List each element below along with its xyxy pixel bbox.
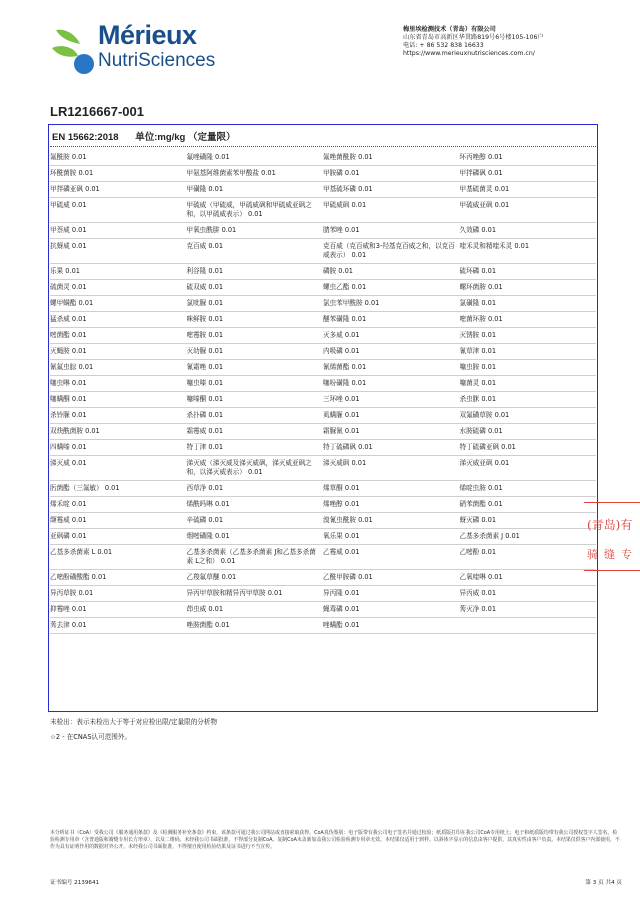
table-row [50,360,596,376]
analyte-cell: 嘧菌环胺 0.01 [459,315,503,323]
analyte-cell: 甲硫威亚砜 0.01 [459,201,510,209]
analyte-cell: 异丙甲草胺和精异丙甲草胺 0.01 [186,589,283,597]
note-not-detected: 未检出：表示未检出大于等于对应检出限/定量限的分析物 [50,718,218,726]
analyte-cell: 甲硫威（甲硫威，甲硫威砜和甲硫威亚砜之和，以甲硫威表示） 0.01 [186,201,312,218]
analyte-cell: 螺环菌胺 0.01 [459,283,503,291]
analyte-cell: 乐果 0.01 [50,267,80,275]
analyte-cell: 乙氧喹啉 0.01 [459,573,503,581]
analyte-cell: 氰烯菌酯 0.01 [323,363,367,371]
analyte-cell: 烯草酮 0.01 [323,484,360,492]
unit-label: 单位:mg/kg （定量限） [135,132,236,143]
table-header [52,129,249,143]
analyte-cell: 螺虫乙酯 0.01 [323,283,367,291]
analyte-cell: 甲拌磷砜 0.01 [459,169,503,177]
analyte-cell: 涕灭威 0.01 [50,459,87,467]
analyte-cell: 乙羧氟草醚 0.01 [186,573,237,581]
analyte-cell: 醚苯磺隆 0.01 [323,315,367,323]
analyte-cell: 乙霉威 0.01 [323,548,360,556]
analyte-cell: 特丁津 0.01 [186,443,224,451]
analyte-cell: 缬霉威 0.01 [50,516,87,524]
analyte-cell: 灭多威 0.01 [323,331,360,339]
analyte-cell: 噻虫嗪 0.01 [186,379,224,387]
analyte-cell: 氟唑磺隆 0.01 [186,153,230,161]
analyte-cell: 溴氰虫酰胺 0.01 [323,516,373,524]
analyte-cell: 霜脲氰 0.01 [323,427,360,435]
table-row [50,198,596,223]
table-row [50,440,596,456]
analyte-cell: 内吸磷 0.01 [323,347,360,355]
analyte-cell: 腈苯唑 0.01 [323,226,360,234]
analyte-cell: 嘧菌酯 0.01 [50,331,87,339]
analyte-cell: 螺甲螨酯 0.01 [50,299,94,307]
certificate-number: 证书编号 2139641 [50,880,100,886]
table-row [50,456,596,481]
analyte-cell [460,618,597,633]
table-row [50,296,596,312]
analyte-cell: 乙嘧酚磺酸酯 0.01 [50,573,107,581]
document-id: LR1216667-001 [50,104,144,119]
analyte-cell: 久效磷 0.01 [459,226,497,234]
seam-stamp [584,502,640,572]
analyte-cell: 烯唑醇 0.01 [323,500,360,508]
analyte-cell: 蚜灭磷 0.01 [459,516,497,524]
analyte-cell: 蝇毒磷 0.01 [323,605,360,613]
analyte-cell: 涕灭威亚砜 0.01 [459,459,510,467]
stamp-top-line [584,502,640,503]
analyte-cell: 亚砜磷 0.01 [50,532,87,540]
analyte-cell: 烯酰吗啉 0.01 [186,500,230,508]
analyte-cell: 甲硫威 0.01 [50,201,87,209]
analyte-cell: 硝苯菌酯 0.01 [459,500,503,508]
company-address: 山东省青岛市高新区华贯路819号6号楼105-106户 [403,34,544,41]
stamp-text-1: (青岛)有 [587,518,633,532]
analyte-cell: 氰霜唑 0.01 [186,363,224,371]
analyte-cell: 灭蝇胺 0.01 [50,347,87,355]
analyte-cell: 灭幼脲 0.01 [186,347,224,355]
analyte-cell: 氟唑菌酰胺 0.01 [323,153,373,161]
analyte-cell: 噻虫胺 0.01 [459,363,497,371]
analyte-cell: 硫双威 0.01 [186,283,224,291]
analyte-cell: 氧乐果 0.01 [323,532,360,540]
table-row [50,481,596,497]
analyte-cell: 甲硫威砜 0.01 [323,201,367,209]
table-row [50,497,596,513]
table-row [50,513,596,529]
analyte-cell: 杀铃脲 0.01 [50,411,87,419]
note-cnas: ☆2 - 在CNAS认可范围外。 [50,733,132,741]
logo-text-merieux: Mérieux [98,20,197,50]
analyte-cell: 杀虫脒 0.01 [459,395,497,403]
analyte-cell: 猛杀威 0.01 [50,315,87,323]
analyte-cell: 甲基硫菌灵 0.01 [459,185,510,193]
analyte-cell: 特丁硫磷亚砜 0.01 [459,443,516,451]
analyte-cell: 双氟磺草胺 0.01 [459,411,510,419]
table-row [50,618,596,634]
analyte-cell: 烯禾啶 0.01 [50,500,87,508]
company-website: https://www.merieuxnutrisciences.com.cn/ [403,50,535,57]
analyte-cell: 虱螨脲 0.01 [323,411,360,419]
analyte-cell: 甲拌磷亚砜 0.01 [50,185,100,193]
stamp-bottom-line [584,570,640,571]
analyte-cell: 甲萘威 0.01 [50,226,87,234]
analyte-cell: 三环唑 0.01 [323,395,360,403]
analyte-cell: 克百威（克百威和3-羟基克百威之和，以克百威表示） 0.01 [323,242,455,259]
table-row [50,239,596,264]
table-row [50,570,596,586]
disclaimer-text: 本分析证书（CoA）受我公司《服务通用条款》及《检测服务补充条款》约束，该条款可通过我公司网站或直接索取获得。CoA真伪鉴别：电子版带有我公司电子签名并通过校验；纸质版打印在我公司CoA专用纸上；电子和纸质版均带有我公司授权签字人签名。检验检测专用章（含普通版和骑缝专用长方形章），以及二维码。未经我公司书面批准，不得部分复制CoA。复制CoA未盖新加盖我公司检验检测专用章无效。本结果仅适用于到样。以斜体字显示的信息由客户提供，其真实性由客户负责。本结果仅供客户内部使用，不作为具有证明作用的数据对外公开。未经我公司书面批准，不得擅自使用检验结果及证书进行不当宣传。 [50,830,620,850]
table-row [50,424,596,440]
table-row [50,376,596,392]
analyte-cell: 甲基硫环磷 0.01 [323,185,373,193]
table-row [50,166,596,182]
analyte-cell: 杀扑磷 0.01 [186,411,224,419]
analyte-cell: 异丙草胺 0.01 [50,589,94,597]
analyte-cell: 乙嘧酚 0.01 [459,548,497,556]
table-row [50,392,596,408]
table-row [50,344,596,360]
analyte-cell: 克百威 0.01 [186,242,224,250]
analyte-cell: 唑胺菌酯 0.01 [186,621,230,629]
logo-mark-icon [50,26,96,76]
dotted-divider [50,146,596,147]
table-row [50,182,596,198]
analyte-cell: 噻吩磺隆 0.01 [323,379,367,387]
analyte-cell: 茚虫威 0.01 [186,605,224,613]
analyte-cell: 硫环磷 0.01 [459,267,497,275]
analyte-cell: 氯吡脲 0.01 [186,299,224,307]
analyte-cell: 特丁硫磷砜 0.01 [323,443,373,451]
analyte-cell: 噻螨酮 0.01 [50,395,87,403]
table-row [50,223,596,239]
analyte-cell: 西草净 0.01 [186,484,224,492]
analyte-cell: 甲胺磷 0.01 [323,169,360,177]
company-info [403,26,544,58]
analyte-cell: 霜霉威 0.01 [186,427,224,435]
company-name: 梅里埃检测技术（青岛）有限公司 [403,26,496,33]
table-row [50,545,596,570]
analyte-cell: 硫菌灵 0.01 [50,283,87,291]
analyte-cell: 咪鲜胺 0.01 [186,315,224,323]
analyte-cell: 乙酰甲胺磷 0.01 [323,573,373,581]
analyte-cell: 双炔酰菌胺 0.01 [50,427,100,435]
analyte-cell: 磷胺 0.01 [323,267,353,275]
table-row [50,328,596,344]
table-row [50,264,596,280]
analyte-cell: 涕灭威（涕灭威及涕灭威砜，涕灭威亚砜之和，以涕灭威表示） 0.01 [186,459,312,476]
analyte-cell: 烟嘧磺隆 0.01 [186,532,230,540]
analyte-cell: 乙基多杀菌素 J 0.01 [459,532,520,540]
analyte-cell: 四螨嗪 0.01 [50,443,87,451]
table-row [50,529,596,545]
table-row [50,312,596,328]
analyte-cell: 涕灭威砜 0.01 [323,459,367,467]
analyte-cell: 异丙威 0.01 [459,589,497,597]
analyte-cell: 噻菌灵 0.01 [459,379,497,387]
analyte-cell: 甲磺隆 0.01 [186,185,224,193]
table-row [50,408,596,424]
analyte-cell: 氯磺隆 0.01 [459,299,497,307]
analyte-cell: 利谷隆 0.01 [186,267,224,275]
analyte-cell: 噻虫啉 0.01 [50,379,87,387]
analyte-cell: 喹禾灵和精喹禾灵 0.01 [459,242,530,250]
analyte-cell: 甲氨基阿维菌素苯甲酸盐 0.01 [186,169,276,177]
analyte-cell: 水胺硫磷 0.01 [459,427,503,435]
analyte-cell: 氯虫苯甲酰胺 0.01 [323,299,380,307]
analyte-cell: 环酰菌胺 0.01 [50,169,94,177]
analyte-cell: 氟酰胺 0.01 [50,153,87,161]
method-standard: EN 15662:2018 [52,132,119,143]
analyte-cell: 噻嗪酮 0.01 [186,395,224,403]
analyte-cell: 莠去津 0.01 [50,621,87,629]
analyte-cell: 氰氟虫腙 0.01 [50,363,94,371]
logo-text-nutrisciences: NutriSciences [98,50,216,71]
stamp-text-2: 骑缝专 [587,548,638,561]
page-number: 第 3 页 共4 页 [585,880,622,886]
analyte-cell: 唑螨酯 0.01 [323,621,360,629]
analyte-cell: 异丙隆 0.01 [323,589,360,597]
table-row [50,150,596,166]
analyte-cell: 抗蚜威 0.01 [50,242,87,250]
company-logo [50,20,220,80]
analyte-cell: 乙基多杀菌素（乙基多杀菌素 J和乙基多杀菌素 L之和） 0.01 [186,548,316,565]
analyte-cell: 嘧霉胺 0.01 [186,331,224,339]
analyte-cell: 乙基多杀菌素 L 0.01 [50,548,113,556]
table-row [50,602,596,618]
analyte-cell: 烯啶虫胺 0.01 [459,484,503,492]
analyte-cell: 辛硫磷 0.01 [186,516,224,524]
table-row [50,280,596,296]
analyte-grid [50,150,596,634]
analyte-cell: 环丙唑醇 0.01 [459,153,503,161]
analyte-cell: 灭锈胺 0.01 [459,331,497,339]
company-phone: 电话: + 86 532 838 16633 [403,42,484,49]
table-row [50,586,596,602]
analyte-cell: 肟菌酯（三氟敏） 0.01 [50,484,120,492]
analyte-cell: 抑霉唑 0.01 [50,605,87,613]
analyte-cell: 氰草津 0.01 [459,347,497,355]
analyte-cell: 莠灭净 0.01 [459,605,497,613]
analyte-cell: 甲氧虫酰肼 0.01 [186,226,237,234]
